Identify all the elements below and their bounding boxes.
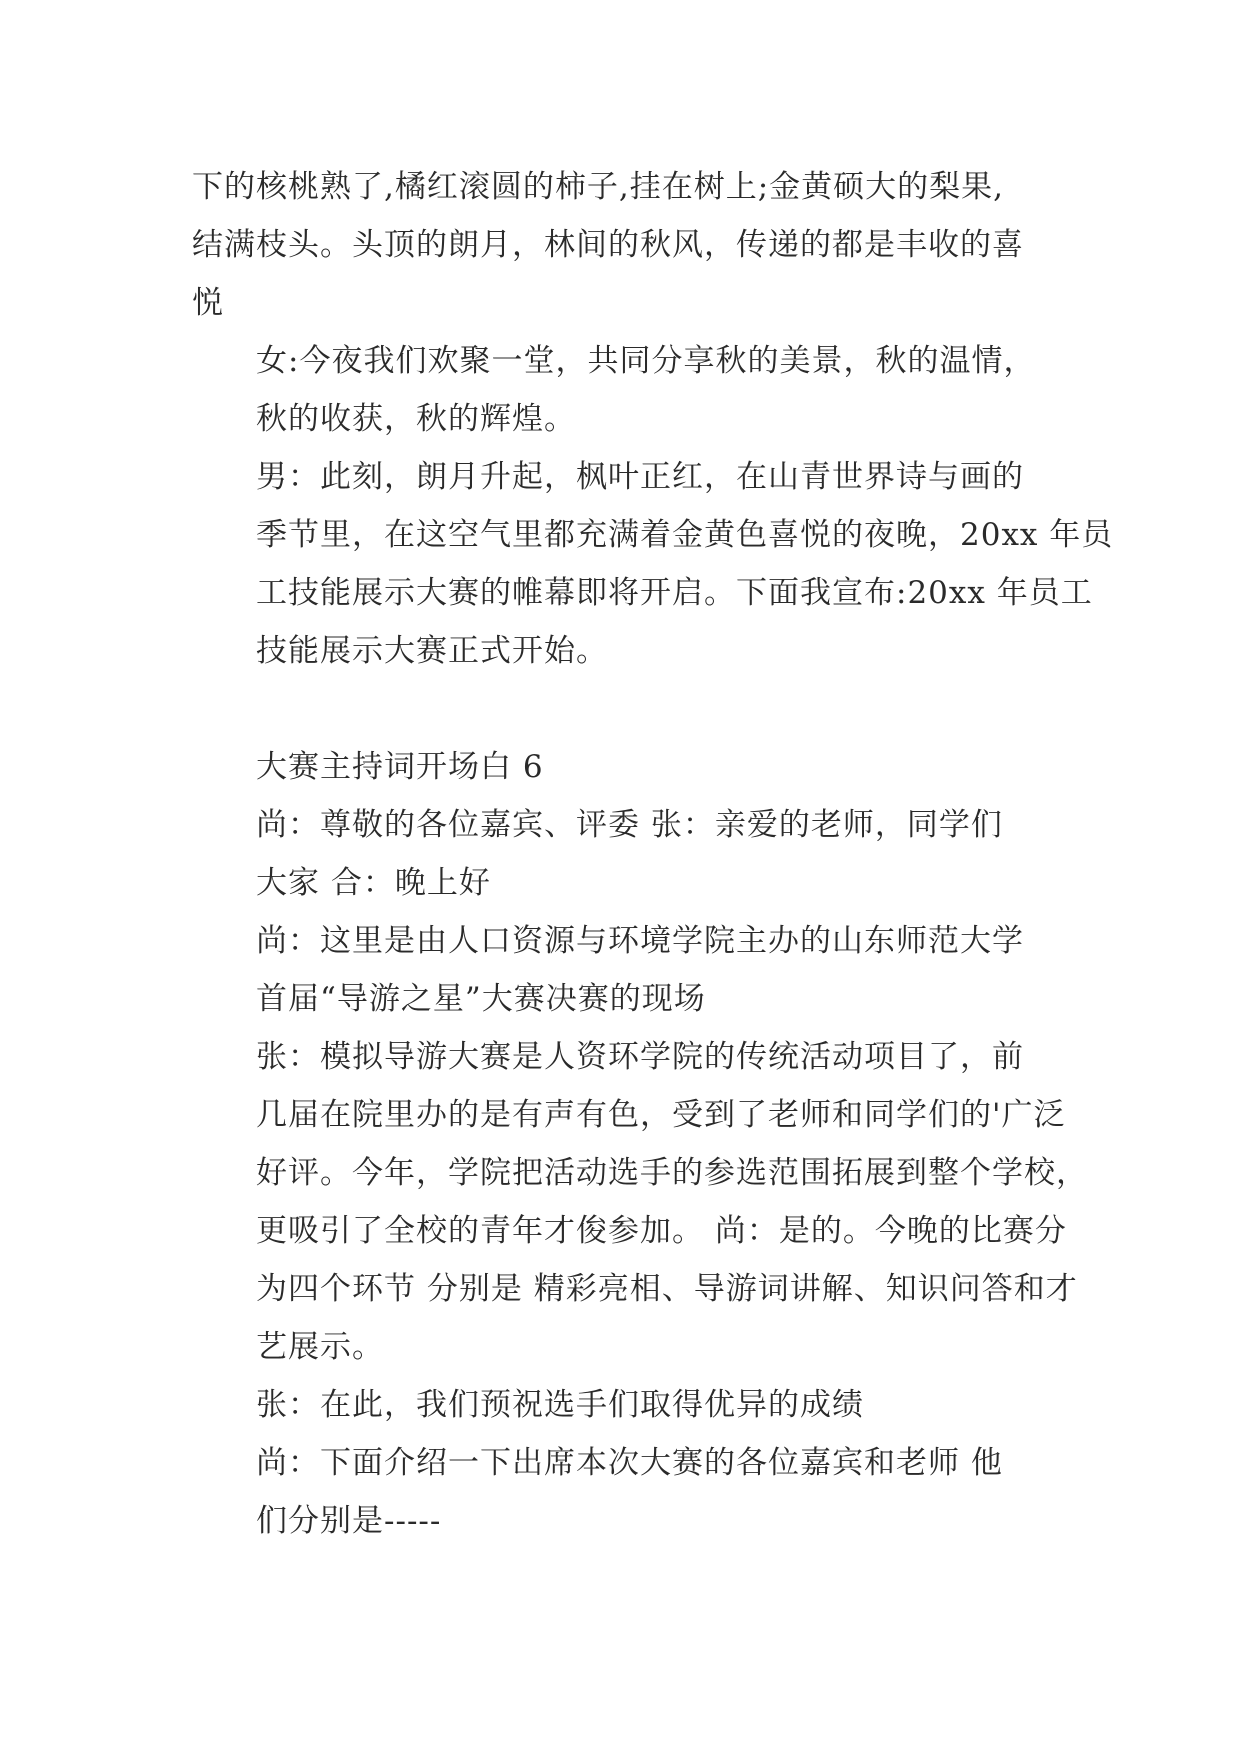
text-line: 工技能展示大赛的帷幕即将开启。下面我宣布:20xx 年员工 (256, 575, 1093, 611)
text-line: 悦 (192, 285, 224, 321)
text-line: 们分别是----- (256, 1503, 442, 1539)
text-line: 首届“导游之星”大赛决赛的现场 (256, 981, 706, 1017)
text-line: 大赛主持词开场白 6 (256, 749, 544, 785)
text-line: 张：模拟导游大赛是人资环学院的传统活动项目了，前 (256, 1039, 1024, 1075)
text-line: 秋的收获，秋的辉煌。 (256, 401, 576, 437)
paragraph (192, 1028, 1088, 1376)
text-line: 尚：下面介绍一下出席本次大赛的各位嘉宾和老师 他 (256, 1445, 1003, 1481)
text-line: 更吸引了全校的青年才俊参加。 尚：是的。今晚的比赛分 (256, 1213, 1067, 1249)
paragraph (192, 1434, 1062, 1550)
text-line: 尚：尊敬的各位嘉宾、评委 张：亲爱的老师，同学们 (256, 807, 1003, 843)
section-heading (192, 738, 1062, 796)
text-line: 季节里，在这空气里都充满着金黄色喜悦的夜晚，20xx 年员 (256, 517, 1114, 553)
document-body (192, 158, 1114, 1550)
text-line: 张：在此，我们预祝选手们取得优异的成绩 (256, 1387, 864, 1423)
paragraph (192, 448, 1114, 680)
text-line: 艺展示。 (256, 1329, 384, 1365)
text-line: 几届在院里办的是有声有色，受到了老师和同学们的'广泛 (256, 1097, 1066, 1133)
paragraph (192, 158, 1062, 332)
text-line: 好评。今年，学院把活动选手的参选范围拓展到整个学校， (256, 1155, 1088, 1191)
text-line: 尚：这里是由人口资源与环境学院主办的山东师范大学 (256, 923, 1024, 959)
paragraph (192, 912, 1062, 1028)
text-line: 大家 合：晚上好 (256, 865, 491, 901)
text-line: 下的核桃熟了,橘红滚圆的柿子,挂在树上;金黄硕大的梨果, (192, 169, 1005, 205)
text-line: 女:今夜我们欢聚一堂，共同分享秋的美景，秋的温情， (256, 343, 1036, 379)
text-line: 结满枝头。头顶的朗月，林间的秋风，传递的都是丰收的喜 (192, 227, 1024, 263)
text-line: 男：此刻，朗月升起，枫叶正红，在山青世界诗与画的 (256, 459, 1024, 495)
paragraph (192, 796, 1062, 912)
paragraph (192, 332, 1062, 448)
text-line: 为四个环节 分别是 精彩亮相、导游词讲解、知识问答和才 (256, 1271, 1078, 1307)
text-line: 技能展示大赛正式开始。 (256, 633, 608, 669)
paragraph (192, 1376, 1062, 1434)
